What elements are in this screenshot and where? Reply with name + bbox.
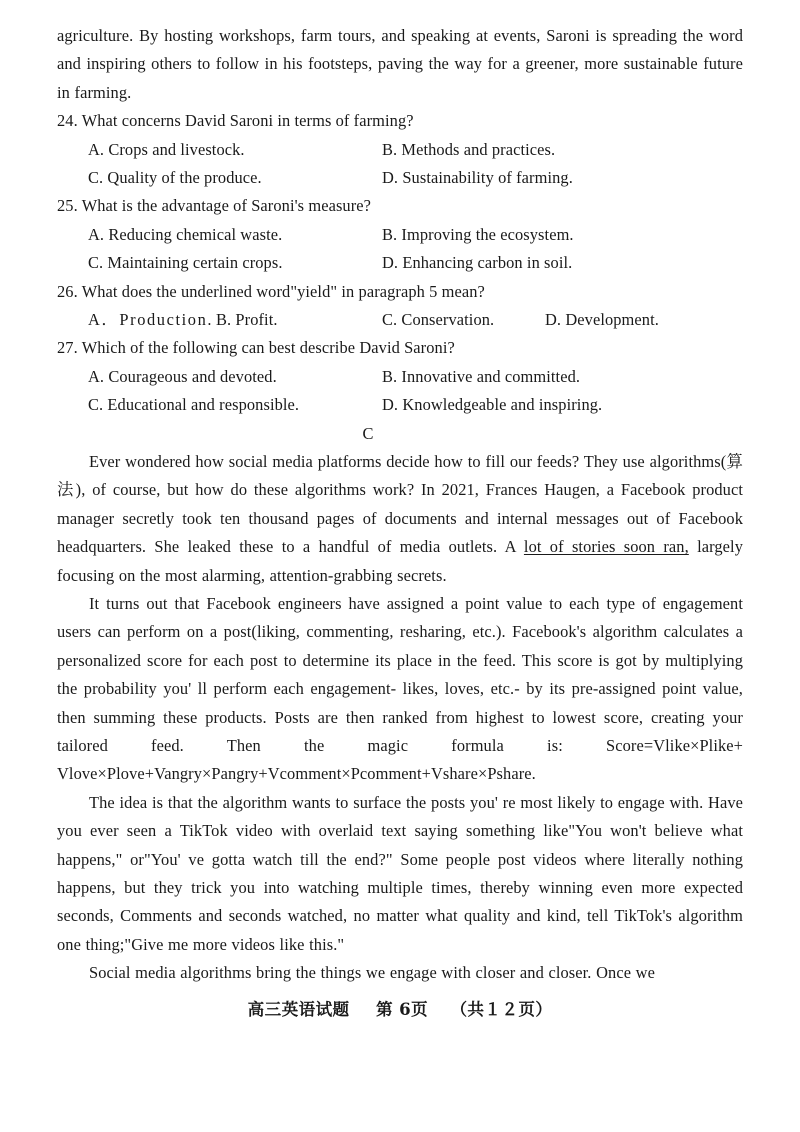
question-24-option-a[interactable]: A. Crops and livestock. xyxy=(88,139,245,159)
question-27-option-c[interactable]: C. Educational and responsible. xyxy=(88,395,300,415)
section-c-paragraph-1-part-1: Ever wondered how social media platforms decide how to fill our feeds? They use algorithms(算法), of course, but how do these algorithms work? In 2021, Frances Haugen, a Facebook product manager secretly took ten thousand pages of documents and internal messages out of Facebook headquarters. She leaked these to a handful of media outlets. A xyxy=(57,451,743,557)
question-24-stem: 24. What concerns David Saroni in terms of farming? xyxy=(57,111,414,131)
question-27-stem: 27. Which of the following can best describe David Saroni? xyxy=(57,338,455,358)
question-26-option-a[interactable]: A．Production. xyxy=(88,310,214,329)
passage-b-tail-text: agriculture. By hosting workshops, farm tours, and speaking at events, Saroni is spreading the word and inspiring others to follow in his footsteps, paving the way for a greener, more sustainable future in farming. xyxy=(57,26,743,102)
question-25-option-c[interactable]: C. Maintaining certain crops. xyxy=(88,253,283,273)
question-26-options-row-1 xyxy=(57,306,743,334)
footer-page-number: 第 6页 xyxy=(375,999,429,1019)
question-26-stem: 26. What does the underlined word"yield" in paragraph 5 mean? xyxy=(57,281,485,301)
footer-subject-title: 高三英语试题 xyxy=(247,999,350,1019)
question-25-stem: 25. What is the advantage of Saroni's measure? xyxy=(57,196,372,216)
page-footer xyxy=(0,996,800,1022)
question-27-options-row-1 xyxy=(57,363,743,391)
question-27-options-row-2 xyxy=(57,391,743,419)
question-26 xyxy=(57,278,743,335)
question-24-option-b[interactable]: B. Methods and practices. xyxy=(382,139,556,159)
question-26-option-b[interactable]: B. Profit. xyxy=(216,310,278,329)
question-25-option-b[interactable]: B. Improving the ecosystem. xyxy=(382,224,574,244)
section-c-paragraph-2: It turns out that Facebook engineers have assigned a point value to each type of engagement users can perform on a post(liking, commenting, resharing, etc.). Facebook's algorithm calculates a personalized score for each post to determine its place in the feed. This score is got by multiplying the probability you' ll perform each engagement- likes, loves, etc.- by its pre-assigned point value, then summing these products. Posts are then ranked from highest to lowest score, creating your tailored feed. Then the magic formula is: Score=Vlike×Plike+ Vlove×Plove+Vangry×Pangry+Vcomment×Pcomment+Vshare×Pshare. xyxy=(57,594,743,784)
question-25-option-a[interactable]: A. Reducing chemical waste. xyxy=(88,224,283,244)
footer-total-pages: （共１２页） xyxy=(450,999,553,1019)
page-content xyxy=(57,22,743,988)
question-27-option-a[interactable]: A. Courageous and devoted. xyxy=(88,366,277,386)
question-24-options-row-1 xyxy=(57,136,743,164)
question-25-options-row-1 xyxy=(57,221,743,249)
question-25-option-d[interactable]: D. Enhancing carbon in soil. xyxy=(382,253,573,273)
question-27-option-d[interactable]: D. Knowledgeable and inspiring. xyxy=(382,395,603,415)
section-c-paragraph-4: Social media algorithms bring the things we engage with closer and closer. Once we xyxy=(89,963,655,983)
question-26-option-c[interactable]: C. Conservation. xyxy=(382,310,495,329)
question-24-option-c[interactable]: C. Quality of the produce. xyxy=(88,168,262,188)
question-25-options-row-2 xyxy=(57,249,743,277)
question-25 xyxy=(57,192,743,277)
question-27-option-b[interactable]: B. Innovative and committed. xyxy=(382,366,581,386)
question-24-option-d[interactable]: D. Sustainability of farming. xyxy=(382,168,573,188)
section-c-paragraph-3: The idea is that the algorithm wants to surface the posts you' re most likely to engage with. Have you ever seen a TikTok video with overlaid text saying something like"You won't believe what happens," or"You' ve gotta watch till the end?" Some people post videos where literally nothing happens, but they trick you into watching multiple times, thereby winning even more expected seconds, Comments and seconds watched, no matter what quality and kind, tell TikTok's algorithm one thing;"Give me more videos like this." xyxy=(57,792,743,954)
section-c-underlined-phrase: lot of stories soon ran, xyxy=(523,537,689,557)
section-c-paragraph-1-part-2: largely focusing on the most alarming, attention-grabbing secrets. xyxy=(57,537,744,585)
question-24-options-row-2 xyxy=(57,164,743,192)
question-24 xyxy=(57,107,743,192)
section-c-letter: C xyxy=(362,423,374,443)
question-27 xyxy=(57,334,743,419)
section-c-paragraph-1 xyxy=(57,448,743,590)
question-26-option-d[interactable]: D. Development. xyxy=(545,310,659,329)
